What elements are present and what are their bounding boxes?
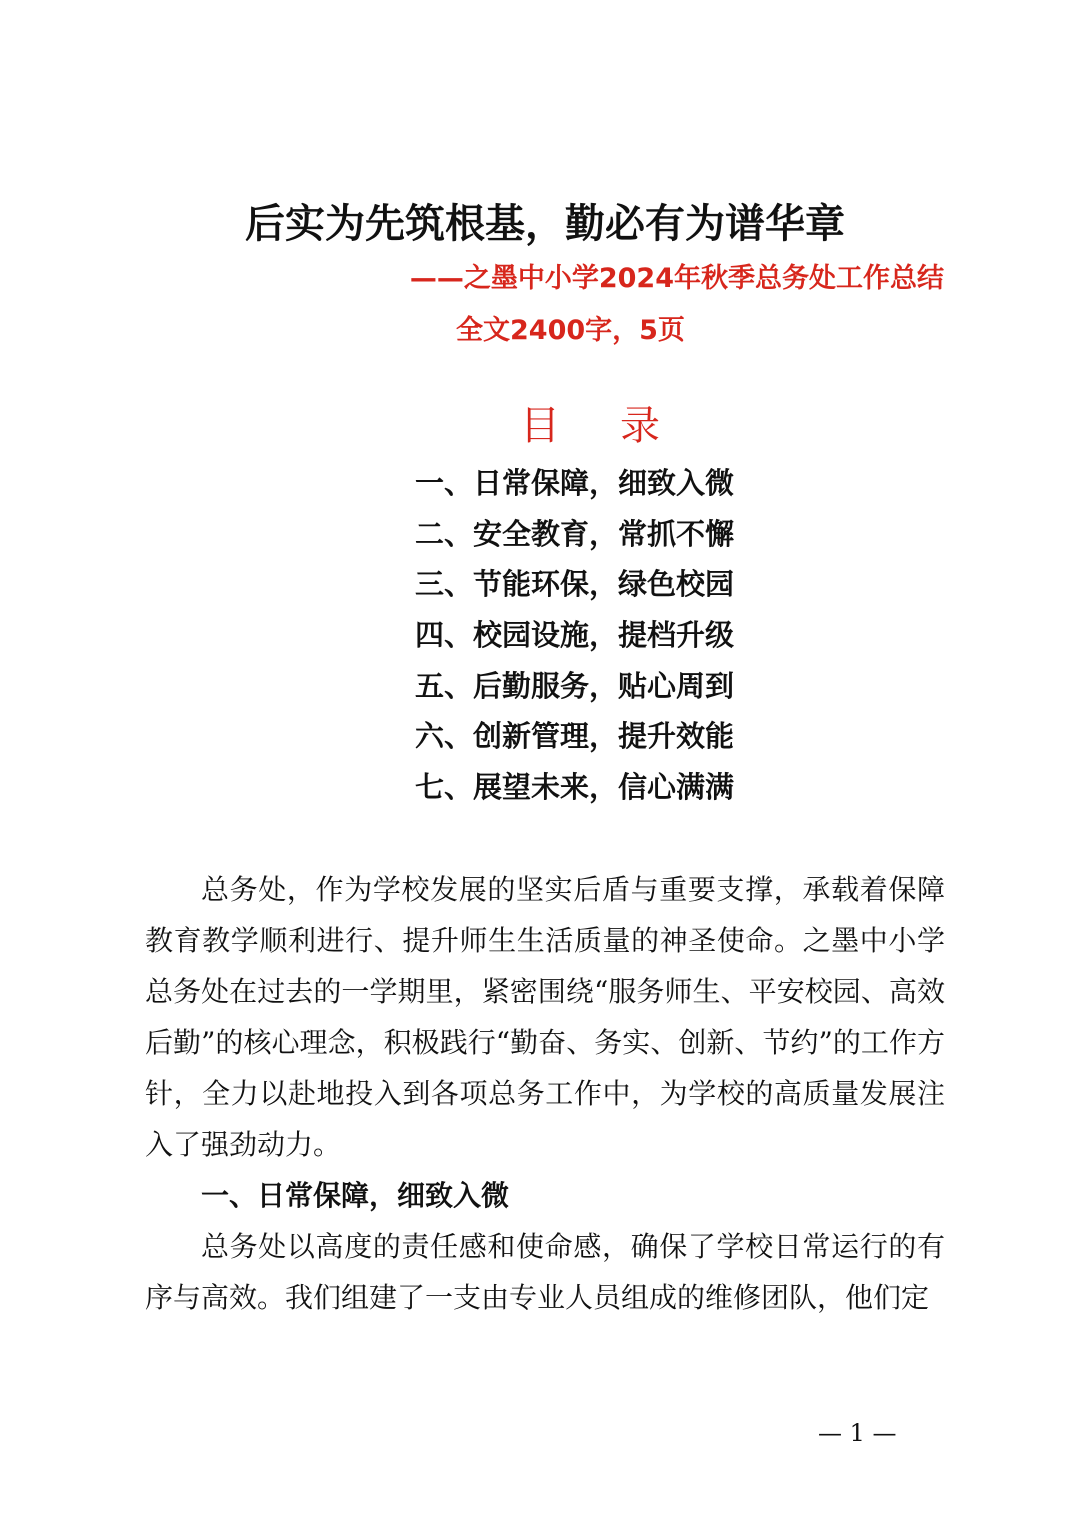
document-subtitle: ——之墨中小学2024年秋季总务处工作总结 bbox=[409, 263, 944, 294]
toc-list bbox=[415, 458, 734, 813]
toc-item: 六、创新管理，提升效能 bbox=[415, 719, 735, 754]
section-paragraph: 总务处以高度的责任感和使命感，确保了学校日常运行的有序与高效。我们组建了一支由专业人员组成的维修团队，他们定 bbox=[145, 1230, 945, 1314]
toc-item: 三、节能环保，绿色校园 bbox=[415, 567, 735, 602]
toc-item: 一、日常保障，细致入微 bbox=[415, 466, 735, 500]
document-title: 后实为先筑根基，勤必有为谱华章 bbox=[245, 200, 845, 247]
page-number: — 1 — bbox=[818, 1419, 897, 1447]
toc-item: 二、安全教育，常抓不懈 bbox=[415, 516, 735, 551]
word-count-note: 全文2400字，5页 bbox=[456, 315, 685, 346]
toc-heading bbox=[0, 398, 1080, 454]
toc-heading-char-2: 录 bbox=[620, 403, 660, 449]
toc-item: 七、展望未来，信心满满 bbox=[415, 770, 735, 805]
toc-item: 五、后勤服务，贴心周到 bbox=[415, 668, 735, 703]
toc-item: 四、校园设施，提档升级 bbox=[415, 618, 735, 653]
section-heading: 一、日常保障，细致入微 bbox=[201, 1179, 510, 1212]
body-text bbox=[145, 864, 945, 1323]
intro-paragraph: 总务处，作为学校发展的坚实后盾与重要支撑，承载着保障教育教学顺利进行、提升师生生活质量的神圣使命。之墨中小学总务处在过去的一学期里，紧密围绕“服务师生、平安校园、高效后勤”的核心理念，积极践行“勤奋、务实、创新、节约”的工作方针，全力以赴地投入到各项总务工作中，为学校的高质量发展注入了强劲动力。 bbox=[145, 873, 945, 1161]
toc-heading-char-1: 目 bbox=[520, 403, 560, 449]
